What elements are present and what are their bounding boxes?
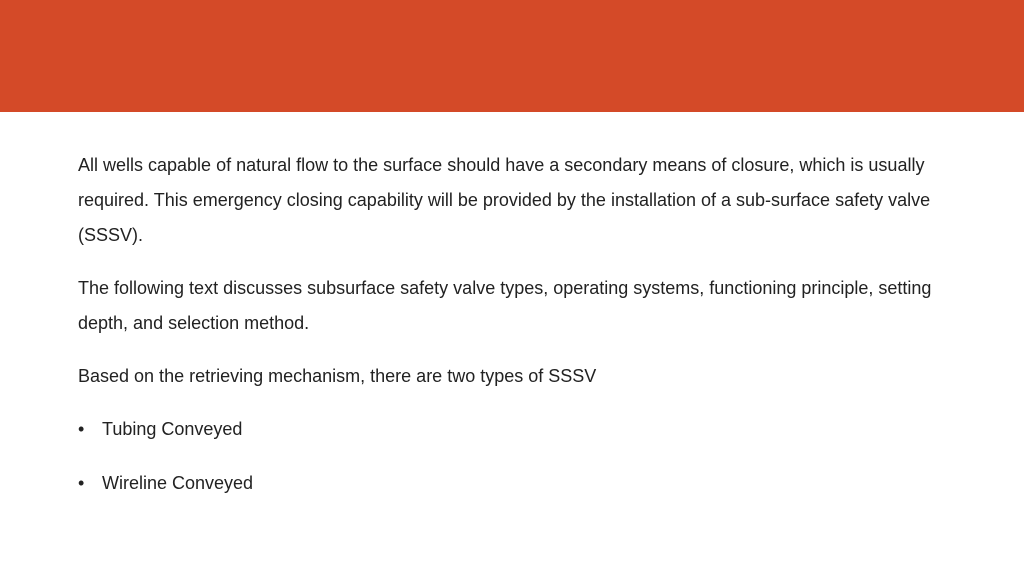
- bullet-icon: •: [78, 419, 85, 439]
- slide-body: [78, 148, 968, 520]
- types-intro-paragraph: Based on the retrieving mechanism, there are two types of SSSV: [78, 366, 597, 386]
- list-item-label: Tubing Conveyed: [102, 419, 243, 439]
- intro-paragraph: All wells capable of natural flow to the surface should have a secondary means of closure, which is usually required. This emergency closing capability will be provided by the installation of a sub-surface safety valve (SSSV).: [78, 155, 931, 245]
- list-item-label: Wireline Conveyed: [102, 473, 254, 493]
- header-band: [0, 0, 1024, 112]
- overview-paragraph: The following text discusses subsurface safety valve types, operating systems, functioning principle, setting depth, and selection method.: [78, 278, 932, 333]
- list-item-wireline-conveyed: [78, 466, 968, 501]
- sssv-types-list: [78, 412, 968, 501]
- list-item-tubing-conveyed: [78, 412, 968, 447]
- bullet-icon: •: [78, 473, 85, 493]
